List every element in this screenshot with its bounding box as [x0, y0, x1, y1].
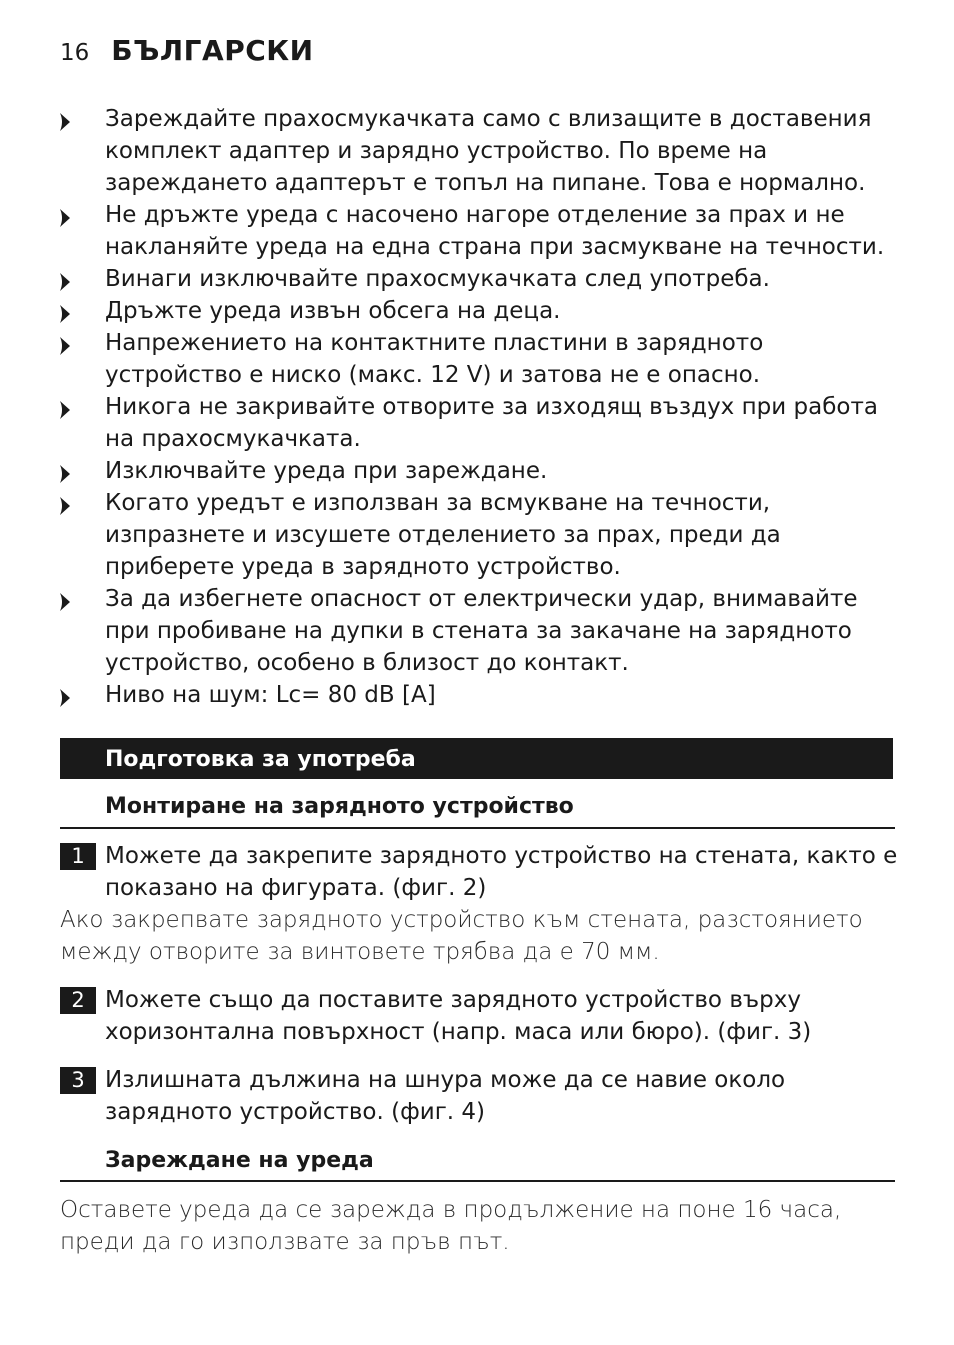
bullet-text: Изключвайте уреда при зареждане. [105, 458, 548, 484]
list-item [60, 327, 900, 391]
list-item [60, 103, 900, 199]
bullet-icon [60, 497, 70, 515]
bullet-text: Напрежението на контактните пластини в зарядното устройство е ниско (макс. 12 V) и затова не е опасно. [105, 330, 764, 388]
list-item [60, 199, 900, 263]
page-number: 16 [60, 40, 90, 66]
bullet-text: Никога не закривайте отворите за изходящ въздух при работа на прахосмукачката. [105, 394, 878, 452]
bullet-text: Когато уредът е използван за всмукване на течности, изпразнете и изсушете отделението за прах, преди да приберете уреда в зарядното устройство. [105, 490, 781, 580]
bullet-text: Дръжте уреда извън обсега на деца. [105, 298, 561, 324]
charging-heading: Зареждане на уреда [60, 1146, 895, 1182]
step-number-badge: 2 [60, 987, 96, 1014]
step-3 [60, 1064, 900, 1128]
bullet-icon [60, 465, 70, 483]
step-text: Можете да закрепите зарядното устройство на стената, както е показано на фигурата. (фиг. 2) [105, 843, 898, 901]
list-item [60, 455, 900, 487]
list-item [60, 295, 900, 327]
safety-bullet-list [60, 103, 900, 711]
bullet-icon [60, 401, 70, 419]
bullet-icon [60, 305, 70, 323]
step-text: Можете също да поставите зарядното устройство върху хоризонтална повърхност (напр. маса или бюро). (фиг. 3) [105, 987, 812, 1045]
bullet-icon [60, 689, 70, 707]
bullet-text: Не дръжте уреда с насочено нагоре отделение за прах и не накланяйте уреда на една страна при засмукване на течности. [105, 202, 885, 260]
bullet-icon [60, 337, 70, 355]
step-2 [60, 984, 900, 1048]
bullet-text: Винаги изключвайте прахосмукачката след употреба. [105, 266, 770, 292]
bullet-text: Зареждайте прахосмукачката само с влизащите в доставения комплект адаптер и зарядно устройство. По време на зареждането адаптерът е топъл на пипане. Това е нормално. [105, 106, 872, 196]
bullet-text: За да избегнете опасност от електрически удар, внимавайте при пробиване на дупки в стената за закачане на зарядното устройство, особено в близост до контакт. [105, 586, 858, 676]
mounting-note: Ако закрепвате зарядното устройство към стената, разстоянието между отворите за винтовете трябва да е 70 мм. [60, 907, 863, 965]
mounting-heading: Монтиране на зарядното устройство [60, 792, 895, 829]
step-text: Излишната дължина на шнура може да се навие около зарядното устройство. (фиг. 4) [105, 1067, 786, 1125]
step-1 [60, 840, 900, 904]
bullet-icon [60, 209, 70, 227]
bullet-icon [60, 113, 70, 131]
section-title-bar: Подготовка за употреба [60, 738, 893, 779]
list-item [60, 391, 900, 455]
list-item [60, 583, 900, 679]
step-number-badge: 3 [60, 1067, 96, 1094]
list-item [60, 263, 900, 295]
bullet-icon [60, 273, 70, 291]
charging-text: Оставете уреда да се зарежда в продължение на поне 16 часа, преди да го използвате за пръв път. [60, 1197, 842, 1255]
page-header [60, 34, 314, 74]
list-item [60, 679, 900, 711]
bullet-text: Ниво на шум: Lc= 80 dB [A] [105, 682, 436, 708]
bullet-icon [60, 593, 70, 611]
list-item [60, 487, 900, 583]
step-number-badge: 1 [60, 843, 96, 870]
language-title: БЪЛГАРСКИ [111, 34, 314, 67]
